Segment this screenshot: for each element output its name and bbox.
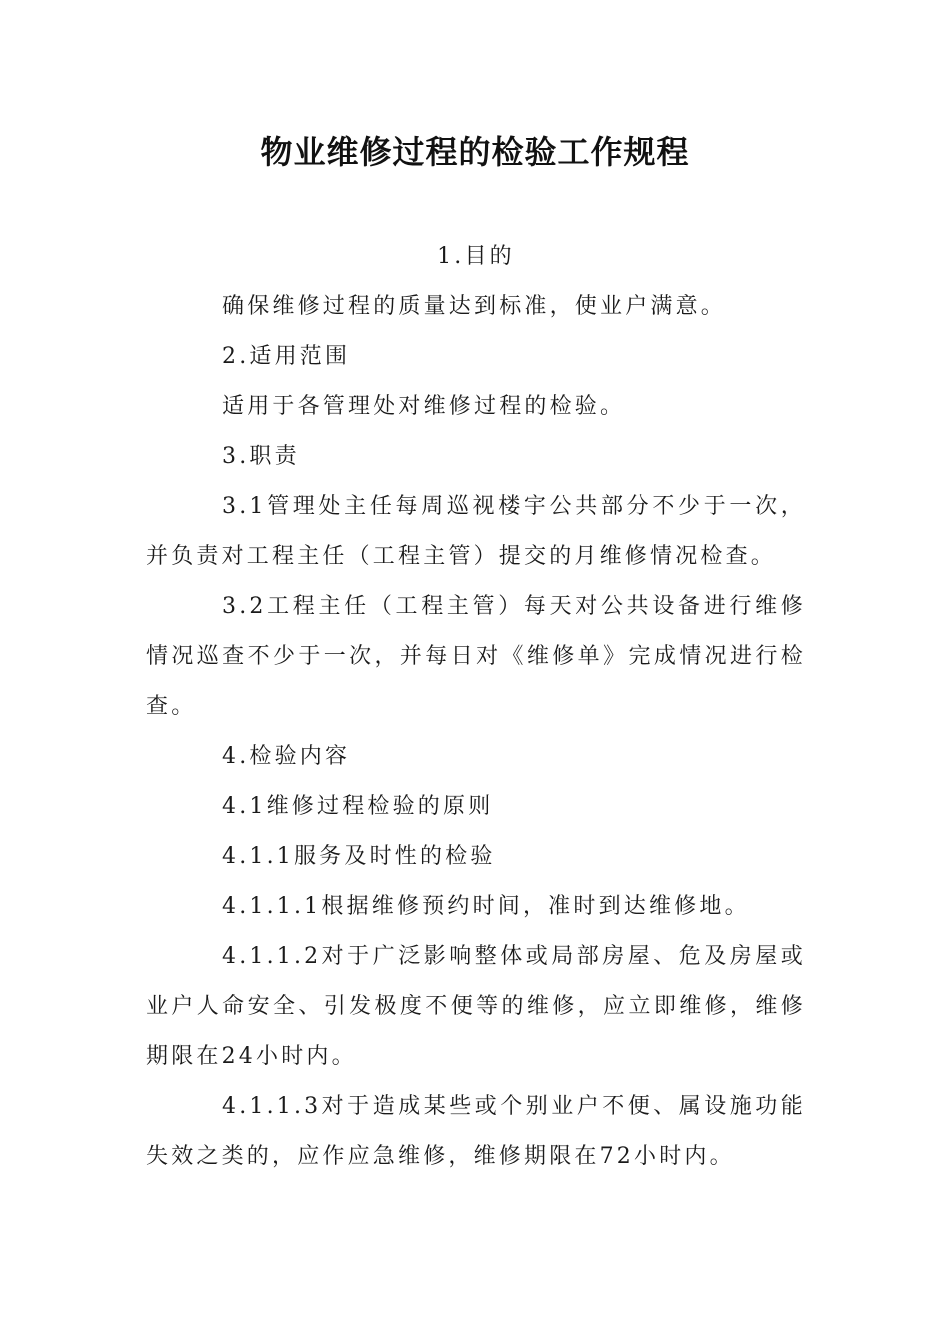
subheading-4-1: 4.1维修过程检验的原则 (222, 794, 494, 819)
paragraph-purpose: 确保维修过程的质量达到标准，使业户满意。 (222, 294, 727, 319)
document-body (146, 232, 806, 1182)
paragraph-4-1-1-1: 4.1.1.1根据维修预约时间，准时到达维修地。 (222, 894, 750, 919)
paragraph-scope: 适用于各管理处对维修过程的检验。 (222, 394, 626, 419)
paragraph-duty-3-2: 3.2工程主任（工程主管）每天对公共设备进行维修情况巡查不少于一次，并每日对《维修单》完成情况进行检查。 (146, 594, 806, 719)
document-title: 物业维修过程的检验工作规程 (260, 133, 690, 171)
section-heading-inspection: 4.检验内容 (222, 744, 351, 769)
section-heading-duties: 3.职责 (222, 444, 300, 469)
section-heading-purpose: 1.目的 (437, 244, 515, 269)
paragraph-duty-3-1: 3.1管理处主任每周巡视楼宇公共部分不少于一次，并负责对工程主任（工程主管）提交的月维修情况检查。 (146, 494, 806, 569)
section-heading-scope: 2.适用范围 (222, 344, 351, 369)
paragraph-4-1-1-3: 4.1.1.3对于造成某些或个别业户不便、属设施功能失效之类的，应作应急维修，维修期限在72小时内。 (146, 1094, 806, 1169)
paragraph-4-1-1-2: 4.1.1.2对于广泛影响整体或局部房屋、危及房屋或业户人命安全、引发极度不便等的维修，应立即维修，维修期限在24小时内。 (146, 944, 806, 1069)
subheading-4-1-1: 4.1.1服务及时性的检验 (222, 844, 496, 869)
